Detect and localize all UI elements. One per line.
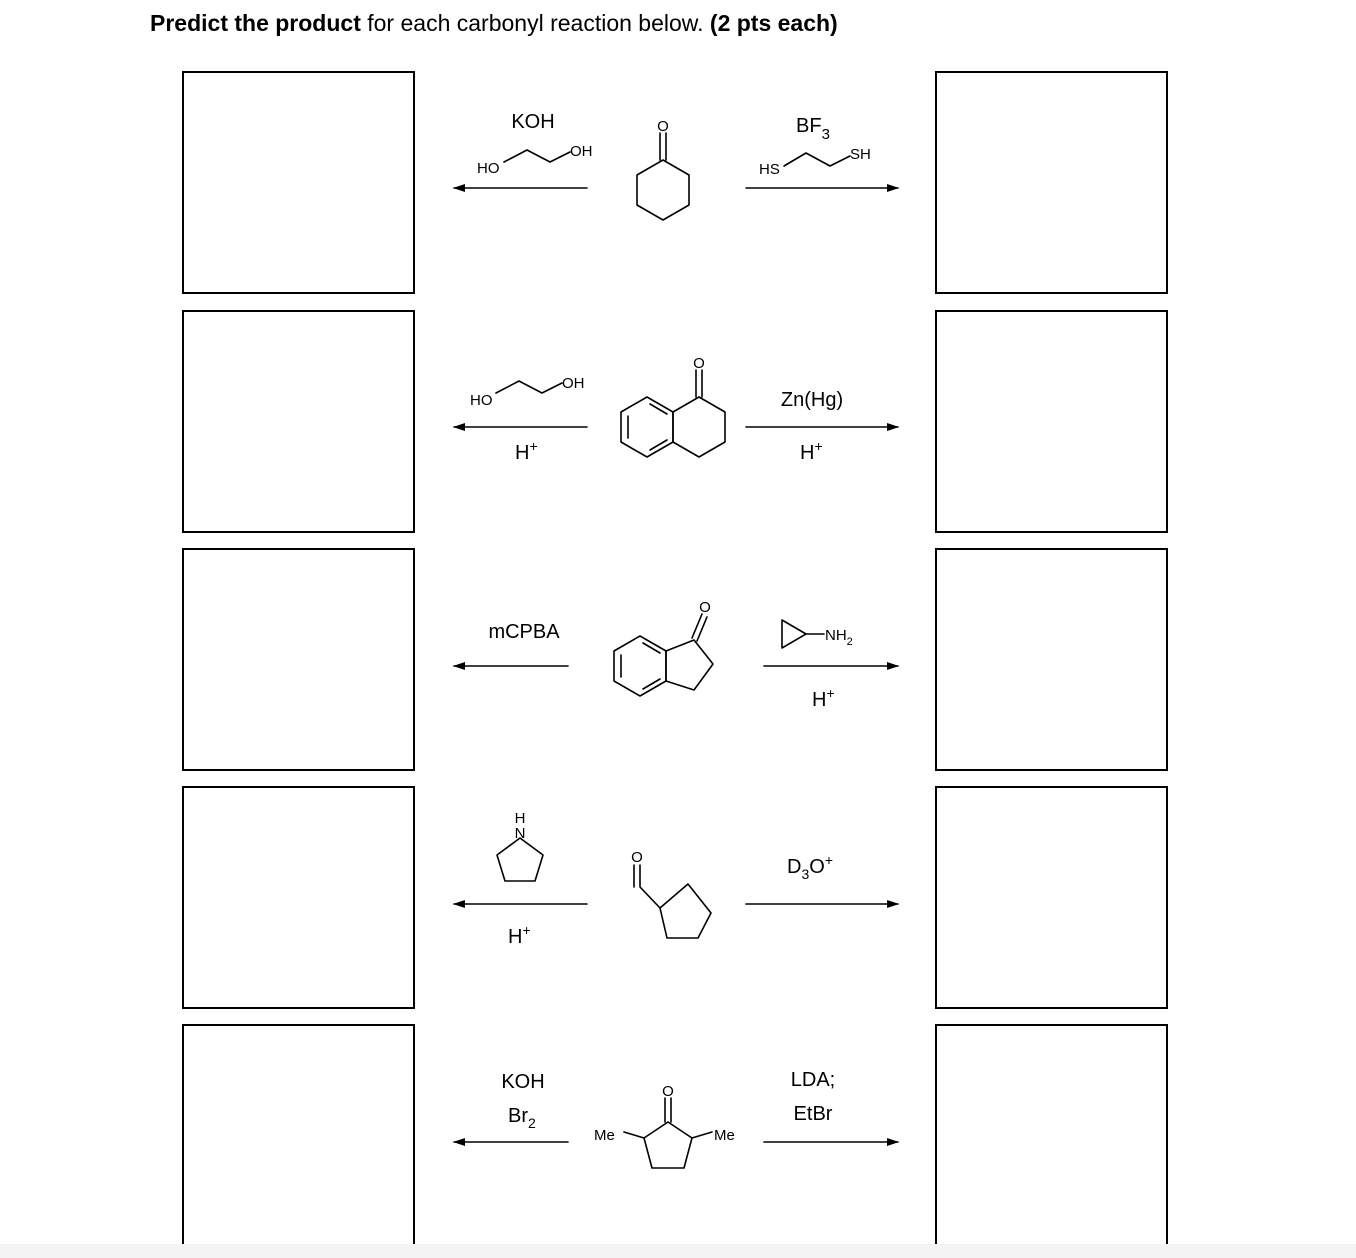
pyrrolidine-ring xyxy=(497,838,543,881)
amine-n-label: N xyxy=(514,825,526,842)
reagent-koh-5: KOH xyxy=(501,1071,545,1093)
amine-nh2-label: $NH_2$ xyxy=(825,627,853,648)
cyclohexanone-ring xyxy=(637,160,689,220)
methyl-right-label: Me xyxy=(714,1127,735,1144)
dithiol-hs-label: HS xyxy=(759,161,780,178)
dithiol-chain xyxy=(784,153,850,166)
tetralone-ring xyxy=(673,397,725,457)
dithiol-sh-label: SH xyxy=(850,146,871,163)
diol-oh-label-2: OH xyxy=(562,375,585,392)
reagent-lda: LDA; xyxy=(790,1069,836,1091)
reagent-mcpba: mCPBA xyxy=(488,621,560,643)
title-bold-start: Predict the product xyxy=(150,10,361,36)
reagent-d3o: $D_3O^+$ xyxy=(787,852,833,882)
page-bottom-edge xyxy=(0,1244,1356,1258)
acid-right-3: H+ xyxy=(812,685,835,711)
carbonyl-o-1: O xyxy=(657,118,669,135)
acid-right-2: H+ xyxy=(800,438,823,464)
diol-chain-1 xyxy=(504,150,570,162)
dimethylcyclopentanone-ring xyxy=(644,1122,692,1168)
carbonyl-o-4: O xyxy=(631,849,643,866)
cyclopropyl-ring xyxy=(782,620,806,648)
diol-oh-label-1: OH xyxy=(570,143,593,160)
diol-chain-2 xyxy=(496,381,562,393)
reagent-znhg: Zn(Hg) xyxy=(780,389,844,411)
carbonyl-o-3: O xyxy=(699,599,711,616)
reagent-bf3: $BF_3$ xyxy=(796,115,830,143)
title-middle: for each carbonyl reaction below. xyxy=(360,10,710,36)
diol-ho-label-2: HO xyxy=(470,392,493,409)
amine-h-label: H xyxy=(514,810,526,827)
carbonyl-o-2: O xyxy=(693,355,705,372)
indanone-ring xyxy=(666,640,713,690)
methyl-left-label: Me xyxy=(594,1127,615,1144)
title-bold-end: (2 pts each) xyxy=(709,10,838,36)
acid-left-2: H+ xyxy=(515,438,538,464)
reagent-etbr: EtBr xyxy=(793,1103,833,1125)
diol-ho-label-1: HO xyxy=(477,160,500,177)
carbonyl-o-5: O xyxy=(662,1083,674,1100)
cyclopentane-ring xyxy=(660,884,711,938)
acid-left-4: H+ xyxy=(508,922,531,948)
reagent-br2: $Br_2$ xyxy=(508,1105,536,1131)
reagent-koh-1: KOH xyxy=(511,111,555,133)
